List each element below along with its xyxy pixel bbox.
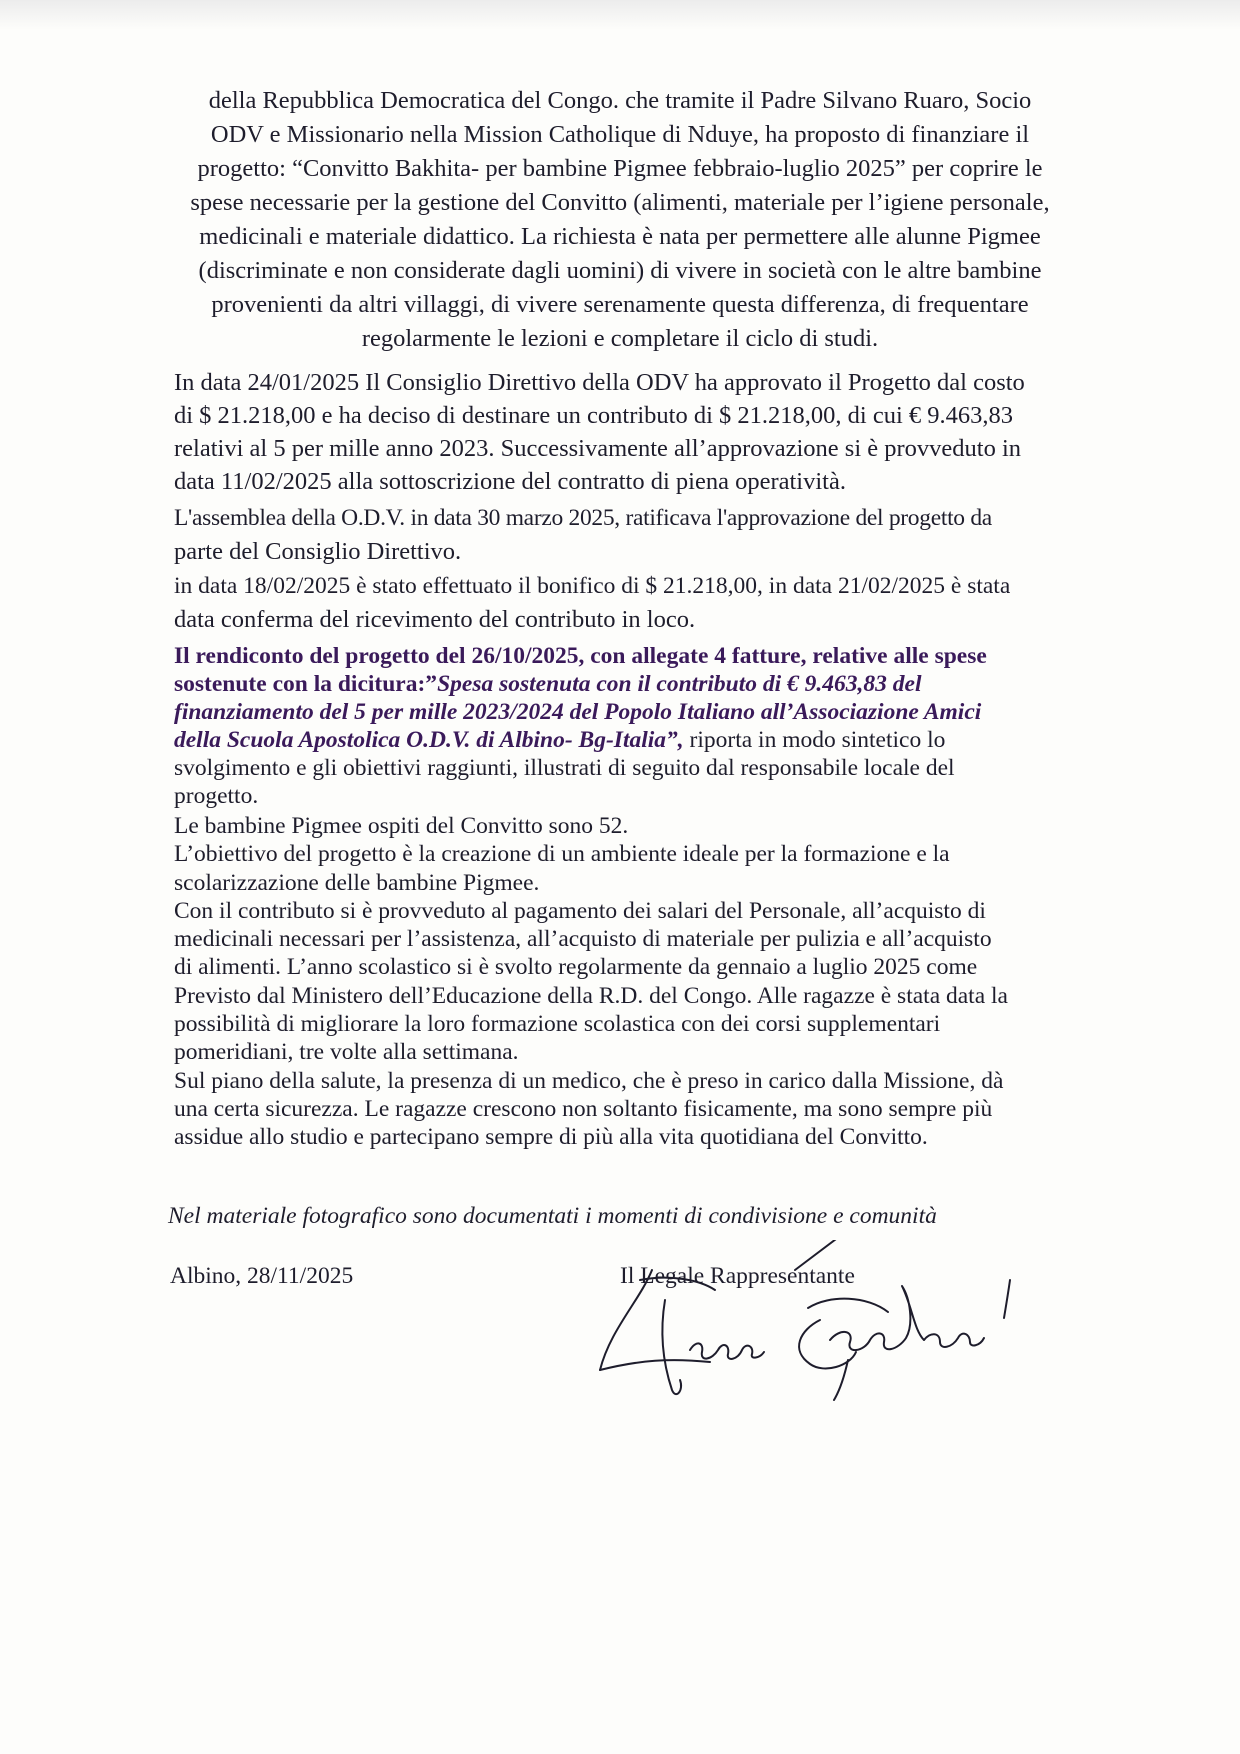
text-line: regolarmente le lezioni e completare il ciclo di studi.	[361, 325, 879, 352]
text-line: della Repubblica Democratica del Congo. che tramite il Padre Silvano Ruaro, Socio	[208, 87, 1032, 114]
text-line: una certa sicurezza. Le ragazze crescono non soltanto fisicamente, ma sono sempre più	[174, 1095, 993, 1122]
text-line: medicinali e materiale didattico. La richiesta è nata per permettere alle alunne Pigmee	[199, 223, 1041, 250]
rendiconto-quote: finanziamento del 5 per mille 2023/2024 del Popolo Italiano all’Associazione Amici	[174, 699, 982, 725]
text-line: Sul piano della salute, la presenza di un medico, che è preso in carico dalla Missione, dà	[174, 1067, 1004, 1094]
text-line: parte del Consiglio Direttivo.	[174, 538, 462, 565]
text-line: Con il contributo si è provveduto al pagamento dei salari del Personale, all’acquisto di	[174, 897, 986, 924]
assembly-paragraph	[174, 502, 1104, 568]
bonifico-paragraph	[174, 570, 1104, 636]
text-line: di $ 21.218,00 e ha deciso di destinare un contributo di $ 21.218,00, di cui € 9.463,83	[174, 402, 1014, 429]
text-fragment: riporta in modo sintetico lo	[683, 727, 946, 753]
text-line: provenienti da altri villaggi, di vivere serenamente questa differenza, di frequentare	[211, 291, 1029, 318]
text-line: possibilità di migliorare la loro formazione scolastica con dei corsi supplementari	[174, 1011, 941, 1038]
text-line: scolarizzazione delle bambine Pigmee.	[174, 869, 540, 896]
rendiconto-bold-line: Il rendiconto del progetto del 26/10/2025, con allegate 4 fatture, relative alle spese	[174, 643, 987, 669]
scan-edge-shadow	[0, 0, 1240, 30]
text-line: L’obiettivo del progetto è la creazione di un ambiente ideale per la formazione e la	[174, 841, 950, 868]
text-line: in data 18/02/2025 è stato effettuato il bonifico di $ 21.218,00, in data 21/02/2025 è stata	[174, 573, 1011, 599]
text-line: progetto: “Convitto Bakhita- per bambine Pigmee febbraio-luglio 2025” per coprire le	[197, 155, 1043, 182]
text-line: svolgimento e gli obiettivi raggiunti, illustrati di seguito dal responsabile locale del	[174, 755, 955, 781]
text-line: data conferma del ricevimento del contributo in loco.	[174, 606, 696, 633]
text-line: In data 24/01/2025 Il Consiglio Direttivo della ODV ha approvato il Progetto dal costo	[174, 369, 1025, 396]
text-line: medicinali necessari per l’assistenza, all’acquisto di materiale per pulizia e all’acquisto	[174, 926, 992, 953]
rendiconto-quote: Spesa sostenuta con il contributo di € 9.463,83 del	[437, 671, 922, 697]
text-line: progetto.	[174, 783, 259, 809]
text-line: (discriminate e non considerate dagli uomini) di vivere in società con le altre bambine	[198, 257, 1042, 284]
project-report-body	[174, 812, 1104, 1152]
text-line: ODV e Missionario nella Mission Catholique di Nduye, ha proposto di finanziare il	[210, 121, 1030, 148]
signatory-title: Il Legale Rappresentante	[620, 1263, 855, 1289]
text-line: Le bambine Pigmee ospiti del Convitto sono 52.	[174, 813, 629, 839]
text-line: relativi al 5 per mille anno 2023. Successivamente all’approvazione si è provveduto in	[174, 435, 1022, 462]
text-line: pomeridiani, tre volte alla settimana.	[174, 1039, 519, 1066]
place-and-date: Albino, 28/11/2025	[170, 1263, 354, 1289]
text-line: L'assemblea della O.D.V. in data 30 marzo 2025, ratificava l'approvazione del progetto da	[174, 505, 992, 531]
text-line: di alimenti. L’anno scolastico si è svolto regolarmente da gennaio a luglio 2025 come	[174, 954, 978, 981]
text-line: data 11/02/2025 alla sottoscrizione del contratto di piena operatività.	[174, 468, 846, 495]
rendiconto-paragraph	[174, 642, 1104, 810]
text-line: spese necessarie per la gestione del Convitto (alimenti, materiale per l’igiene personale,	[190, 189, 1050, 216]
text-line: assidue allo studio e partecipano sempre di più alla vita quotidiana del Convitto.	[174, 1124, 928, 1151]
odv-approval-paragraph	[174, 366, 1104, 498]
text-line: Previsto dal Ministero dell’Educazione della R.D. del Congo. Alle ragazze è stata data la	[174, 982, 1008, 1009]
rendiconto-bold-fragment: sostenute con la dicitura:”	[174, 671, 438, 697]
rendiconto-quote: della Scuola Apostolica O.D.V. di Albino- Bg-Italia”,	[174, 727, 684, 753]
handwritten-signature	[580, 1240, 1080, 1410]
project-description-paragraph	[150, 84, 1090, 356]
closing-note: Nel materiale fotografico sono documentati i momenti di condivisione e comunità	[168, 1203, 937, 1229]
